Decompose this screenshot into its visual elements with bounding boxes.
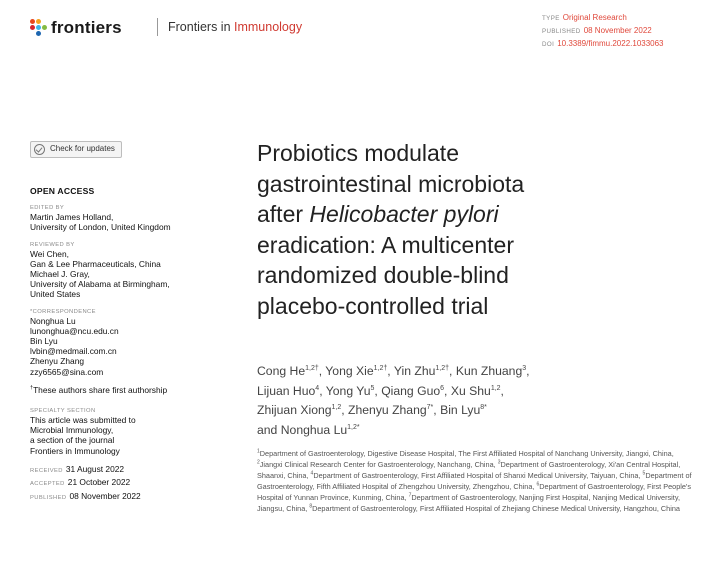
author-affiliation-sup: 7* [426, 403, 434, 411]
edited-by-label: EDITED BY [30, 205, 65, 212]
author-affiliation-sup: 8* [480, 403, 487, 411]
author-affiliation-sup: 1,2 [490, 384, 501, 392]
published-value: 08 November 2022 [583, 26, 652, 35]
published-date-row [30, 491, 220, 505]
doi-row [542, 38, 690, 51]
article-meta [542, 12, 690, 51]
affiliation-text: Department of Gastroenterology, Xi'an Central Hospital, Shaanxi, China, [257, 459, 681, 480]
page-header [30, 12, 690, 52]
author-affiliation-sup: 3 [522, 364, 527, 372]
author-name-text: Yong Yu [325, 383, 371, 398]
reviewed-by-label: REVIEWED BY [30, 241, 75, 248]
accepted-row [30, 477, 220, 491]
author-name[interactable] [394, 364, 449, 378]
author-name-text: Zhenyu Zhang [348, 403, 427, 417]
author-name[interactable] [281, 423, 360, 437]
header-divider [157, 18, 158, 36]
affiliation-text: Department of Gastroenterology, Digestive Disease Hospital, The First Affiliated Hospital of Nanchang University, Jiangxi, China, [259, 449, 674, 458]
dagger-mark: † [30, 385, 34, 392]
affiliation-text: Department of Gastroenterology, Nanjing First Hospital, Nanjing Medical University, Jiangsu, China, [257, 492, 680, 513]
frontiers-logo[interactable] [30, 18, 122, 38]
shared-note-text: These authors share first authorship [33, 384, 168, 395]
authors-and: and [257, 422, 281, 437]
article-title [257, 138, 677, 321]
article-dates [30, 464, 220, 505]
article-sidebar [30, 141, 220, 504]
author-name[interactable] [257, 403, 341, 417]
affiliation-number: 5 [642, 470, 646, 477]
published-label: PUBLISHED [542, 28, 581, 35]
check-updates-label: Check for updates [50, 144, 115, 154]
affiliation-number: 2 [257, 459, 260, 466]
author-name[interactable] [325, 364, 387, 378]
author-affiliation-sup: 1,2† [305, 364, 319, 372]
shared-authorship-note [30, 385, 220, 395]
author-name[interactable] [381, 384, 444, 398]
author-name[interactable] [456, 364, 526, 378]
affiliation-number: 4 [310, 470, 314, 477]
affiliation-text: Department of Gastroenterology, Fifth Affiliated Hospital of Zhengzhou University, Zhengzhou, China, [257, 470, 692, 491]
author-name-text: Yong Xie [325, 364, 374, 378]
author-name-text: Yin Zhu [393, 364, 436, 378]
journal-name-accent: Immunology [234, 20, 303, 34]
author-affiliation-sup: 1,2† [435, 364, 450, 372]
author-affiliation-sup: 4 [315, 384, 320, 392]
sidebar-published-label: PUBLISHED [30, 494, 67, 501]
affiliation-text: Department of Gastroenterology, First Affiliated Hospital of Shanxi Medical University, Taiyuan, China, [313, 470, 643, 480]
specialty-section-label: SPECIALTY SECTION [30, 408, 96, 415]
article-type-row [542, 12, 690, 25]
author-affiliation-sup: 1,2† [373, 364, 388, 372]
author-name-text: Cong He [257, 364, 306, 378]
frontiers-logo-icon [30, 19, 48, 37]
published-row [542, 25, 690, 38]
reviewed-by-text: Wei Chen, Gan & Lee Pharmaceuticals, China Michael J. Gray, University of Alabama at Birmingham, United States [30, 248, 170, 300]
author-name-text: Zhijuan Xiong [257, 403, 332, 417]
title-part-1: Probiotics modulate gastrointestinal microbiota after [257, 140, 525, 227]
received-row [30, 464, 220, 478]
affiliation-text: Department of Gastroenterology, First Affiliated Hospital of Zhejiang Chinese Medical University, Hangzhou, China [312, 503, 680, 513]
check-updates-icon [34, 144, 45, 155]
affiliation-number: 3 [497, 459, 501, 466]
author-name-text: Lijuan Huo [257, 383, 316, 398]
author-name[interactable] [326, 384, 375, 398]
accepted-label: ACCEPTED [30, 481, 65, 488]
author-name[interactable] [451, 384, 501, 398]
affiliations [257, 449, 697, 514]
sidebar-published-date: 08 November 2022 [69, 490, 141, 501]
title-part-2: eradication: A multicenter randomized double-blind placebo-controlled trial [257, 231, 514, 319]
affiliation-number: 8 [309, 503, 313, 510]
author-affiliation-sup: 6 [440, 384, 445, 392]
article-type-label: TYPE [542, 15, 560, 22]
journal-name-prefix: Frontiers in [168, 20, 234, 34]
affiliation-text: Jiangxi Clinical Research Center for Gastroenterology, Nanchang, China, [259, 459, 498, 469]
journal-name[interactable] [168, 20, 302, 34]
author-name[interactable] [440, 403, 487, 417]
author-name[interactable] [348, 403, 433, 417]
author-affiliation-sup: 5 [370, 384, 375, 392]
author-name-text: Kun Zhuang [455, 364, 523, 378]
frontiers-logo-text: frontiers [51, 18, 122, 37]
author-name-text: Bin Lyu [440, 403, 481, 417]
author-name-text: Nonghua Lu [280, 422, 348, 437]
author-list: Cong $He^{1,2\dagger}$, Yong Xie$^{1,2\dagger}$, Yin Zhu$^{1,2\dagger}$, Kun Zhuang$^3$, Lijuan Huo$^4$, Yong Yu$^5$, Qiang Guo$^6$, Xu Shu$^{1,2}$, Zhijuan Xiong$^{1,2}$, Zhenyu Zhang$^{7*}$, Bin Lyu$^{8*}$ and Nonghua $Lu^{1,2*}$ [257, 364, 530, 437]
affiliation-number: 7 [408, 492, 412, 499]
article-type-value: Original Research [562, 13, 627, 22]
doi-link[interactable]: 10.3389/fimmu.2022.1033063 [557, 39, 664, 48]
received-date: 31 August 2022 [65, 463, 125, 474]
received-label: RECEIVED [30, 467, 63, 474]
edited-by-text: Martin James Holland, University of London, United Kingdom [30, 212, 171, 233]
title-italic-species: Helicobacter pylori [309, 201, 499, 227]
correspondence-text[interactable]: Nonghua Lu lunonghua@ncu.edu.cn Bin Lyu lvbin@medmail.com.cn Zhenyu Zhang zzy6565@sina.com [30, 315, 119, 377]
author-name[interactable] [257, 384, 319, 398]
check-for-updates-button[interactable] [30, 141, 122, 158]
doi-label: DOI [542, 41, 555, 48]
author-name[interactable] [257, 364, 319, 378]
affiliation-number: 6 [536, 481, 540, 488]
affiliation-text: Department of Gastroenterology, First People's Hospital of Yunnan Province, Kunming, China, [257, 481, 691, 502]
accepted-date: 21 October 2022 [67, 477, 131, 488]
correspondence-label: *CORRESPONDENCE [30, 308, 96, 315]
specialty-section-text: This article was submitted to Microbial Immunology, a section of the journal Frontiers in Immunology [30, 415, 136, 456]
affiliation-number: 1 [257, 448, 260, 455]
author-name-text: Xu Shu [450, 383, 491, 398]
open-access-label: OPEN ACCESS [30, 186, 95, 196]
author-affiliation-sup: 1,2* [347, 423, 360, 431]
author-affiliation-sup: 1,2 [331, 403, 342, 411]
author-name-text: Qiang Guo [381, 383, 441, 398]
